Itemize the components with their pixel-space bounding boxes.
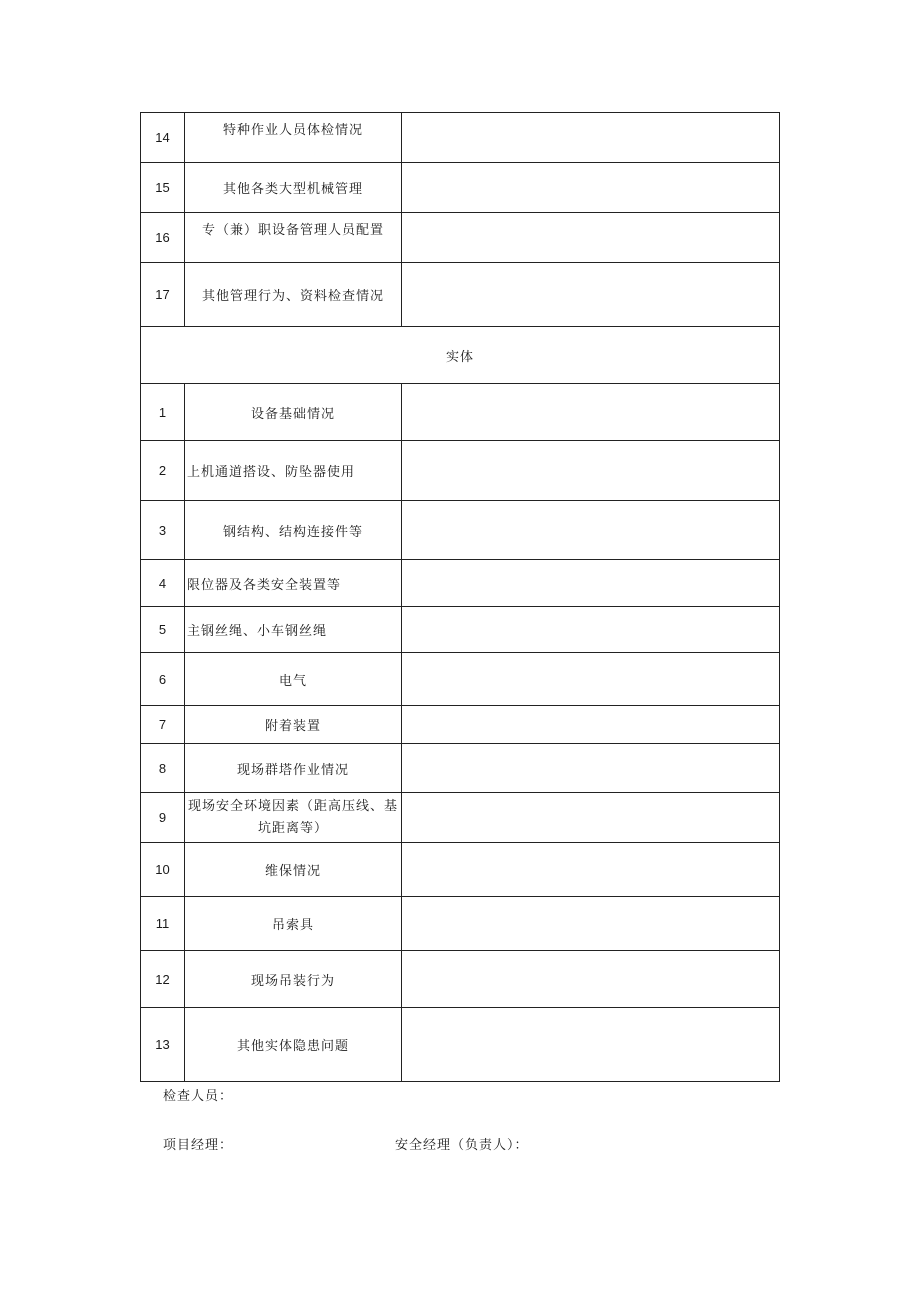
row-item: 特种作业人员体检情况 xyxy=(185,113,402,163)
row-item: 限位器及各类安全装置等 xyxy=(185,560,402,607)
row-result-cell[interactable] xyxy=(402,441,780,501)
inspector-label: 检查人员： xyxy=(163,1089,234,1104)
row-result-cell[interactable] xyxy=(402,653,780,706)
table-row xyxy=(141,793,780,843)
section-header-row xyxy=(141,327,780,384)
row-number: 6 xyxy=(141,653,185,706)
table-row xyxy=(141,263,780,327)
row-item: 吊索具 xyxy=(185,897,402,951)
row-result-cell[interactable] xyxy=(402,793,780,843)
inspection-table xyxy=(140,112,780,1082)
project-manager-label: 项目经理： xyxy=(163,1138,234,1153)
table-row xyxy=(141,897,780,951)
row-item: 钢结构、结构连接件等 xyxy=(185,501,402,560)
table-row xyxy=(141,843,780,897)
row-result-cell[interactable] xyxy=(402,263,780,327)
table-row xyxy=(141,213,780,263)
row-result-cell[interactable] xyxy=(402,1008,780,1082)
row-result-cell[interactable] xyxy=(402,607,780,653)
row-number: 2 xyxy=(141,441,185,501)
inspection-table-container xyxy=(140,112,779,1082)
row-item: 上机通道搭设、防坠器使用 xyxy=(185,441,402,501)
row-result-cell[interactable] xyxy=(402,213,780,263)
row-item: 其他各类大型机械管理 xyxy=(185,163,402,213)
row-item: 维保情况 xyxy=(185,843,402,897)
row-number: 15 xyxy=(141,163,185,213)
row-result-cell[interactable] xyxy=(402,113,780,163)
row-number: 5 xyxy=(141,607,185,653)
row-item: 现场群塔作业情况 xyxy=(185,744,402,793)
table-row xyxy=(141,384,780,441)
row-number: 1 xyxy=(141,384,185,441)
row-number: 3 xyxy=(141,501,185,560)
row-number: 8 xyxy=(141,744,185,793)
safety-manager-label: 安全经理（负责人）： xyxy=(395,1138,529,1153)
row-item: 现场吊装行为 xyxy=(185,951,402,1008)
row-item: 附着装置 xyxy=(185,706,402,744)
table-row xyxy=(141,744,780,793)
row-result-cell[interactable] xyxy=(402,501,780,560)
row-number: 16 xyxy=(141,213,185,263)
row-result-cell[interactable] xyxy=(402,843,780,897)
row-number: 9 xyxy=(141,793,185,843)
row-number: 11 xyxy=(141,897,185,951)
table-row xyxy=(141,607,780,653)
row-number: 12 xyxy=(141,951,185,1008)
row-result-cell[interactable] xyxy=(402,384,780,441)
row-item: 现场安全环境因素（距高压线、基坑距离等） xyxy=(185,793,402,843)
row-number: 14 xyxy=(141,113,185,163)
table-row xyxy=(141,951,780,1008)
row-item: 设备基础情况 xyxy=(185,384,402,441)
table-row xyxy=(141,706,780,744)
row-item: 其他实体隐患问题 xyxy=(185,1008,402,1082)
table-row xyxy=(141,163,780,213)
section-label: 实体 xyxy=(141,327,780,384)
row-number: 10 xyxy=(141,843,185,897)
table-row xyxy=(141,1008,780,1082)
row-result-cell[interactable] xyxy=(402,951,780,1008)
table-row xyxy=(141,653,780,706)
row-number: 4 xyxy=(141,560,185,607)
row-item: 其他管理行为、资料检查情况 xyxy=(185,263,402,327)
row-result-cell[interactable] xyxy=(402,706,780,744)
row-number: 17 xyxy=(141,263,185,327)
row-item: 专（兼）职设备管理人员配置 xyxy=(185,213,402,263)
table-row xyxy=(141,113,780,163)
row-item: 电气 xyxy=(185,653,402,706)
row-result-cell[interactable] xyxy=(402,744,780,793)
row-result-cell[interactable] xyxy=(402,560,780,607)
row-item: 主钢丝绳、小车钢丝绳 xyxy=(185,607,402,653)
row-number: 13 xyxy=(141,1008,185,1082)
row-result-cell[interactable] xyxy=(402,163,780,213)
table-row xyxy=(141,560,780,607)
table-row xyxy=(141,501,780,560)
row-result-cell[interactable] xyxy=(402,897,780,951)
row-number: 7 xyxy=(141,706,185,744)
table-row xyxy=(141,441,780,501)
